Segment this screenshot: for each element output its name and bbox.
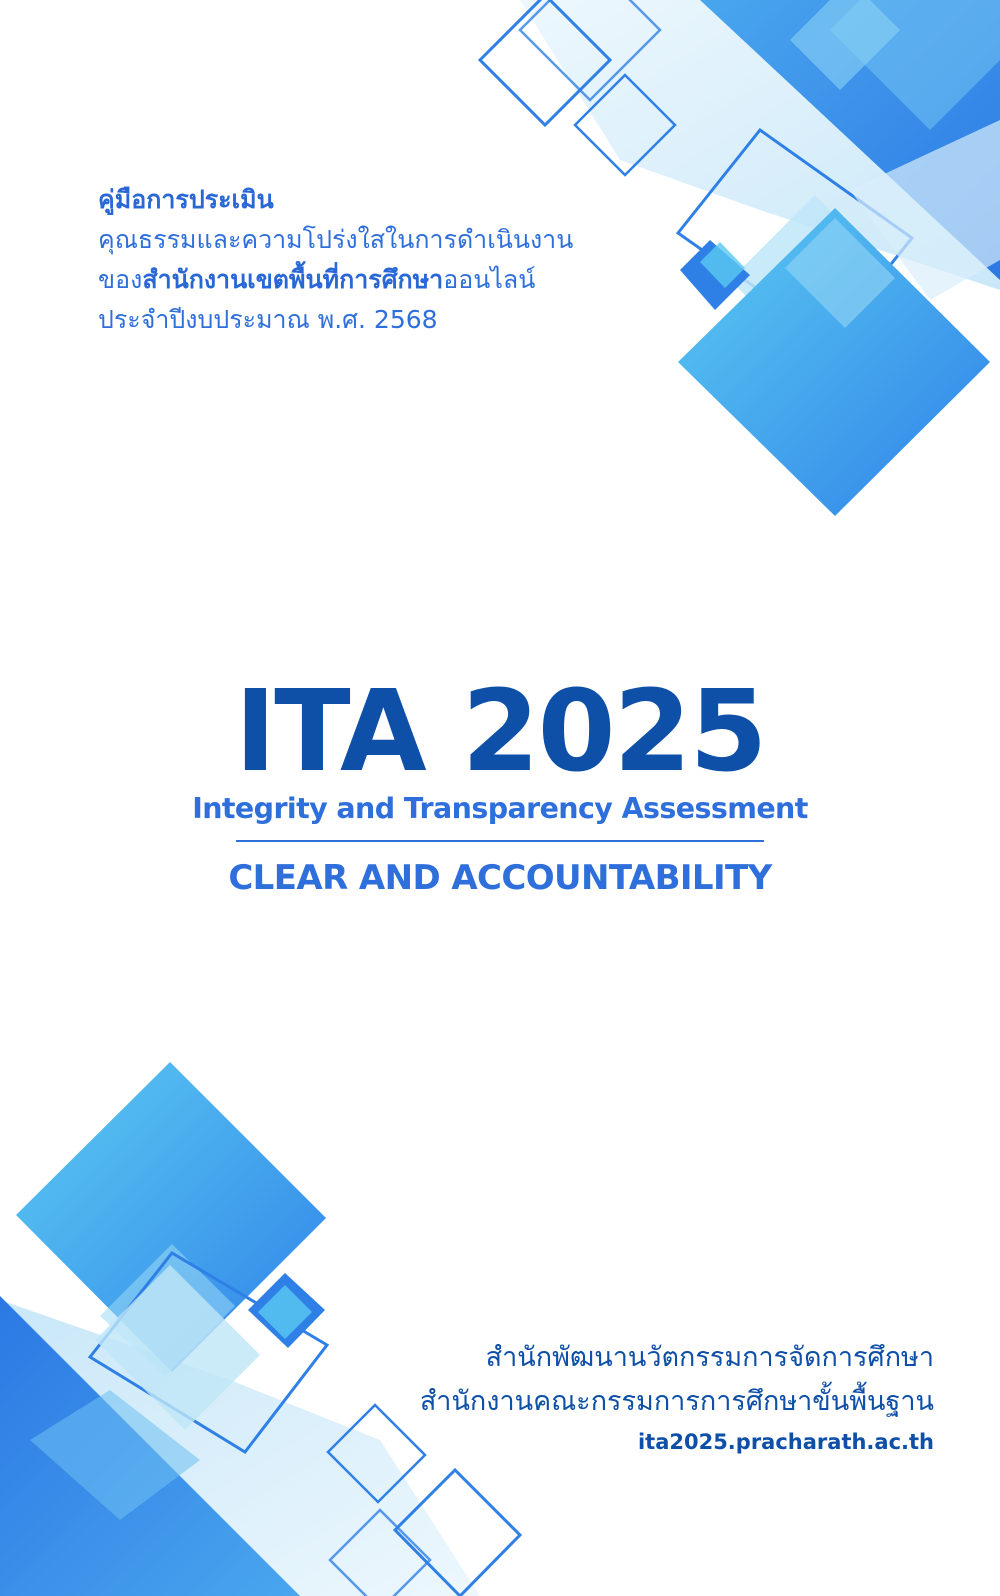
- handbook-line-3-prefix: ของ: [98, 265, 143, 294]
- handbook-heading: คู่มือการประเมิน: [98, 185, 274, 214]
- bottom-left-decoration: [0, 1040, 1000, 1596]
- subtitle: Integrity and Transparency Assessment: [192, 792, 808, 825]
- organization-line-1: สำนักพัฒนานวัตกรรมการจัดการศึกษา: [485, 1342, 934, 1373]
- handbook-line-4: ประจำปีงบประมาณ พ.ศ. 2568: [98, 305, 438, 334]
- title-divider: [236, 840, 764, 842]
- handbook-line-3-suffix: ออนไลน์: [443, 265, 536, 294]
- organization-block: [294, 1336, 934, 1458]
- tagline: CLEAR AND ACCOUNTABILITY: [228, 858, 772, 898]
- title-block: [0, 667, 1000, 900]
- handbook-line-3-bold: สำนักงานเขตพื้นที่การศึกษา: [142, 265, 444, 294]
- handbook-title-block: [98, 180, 698, 340]
- handbook-line-3: [98, 260, 698, 300]
- website-url[interactable]: ita2025.pracharath.ac.th: [637, 1430, 934, 1454]
- organization-line-2: สำนักงานคณะกรรมการการศึกษาขั้นพื้นฐาน: [419, 1386, 934, 1417]
- handbook-line-2: คุณธรรมและความโปร่งใสในการดำเนินงาน: [98, 225, 574, 254]
- main-title: ITA 2025: [234, 667, 766, 797]
